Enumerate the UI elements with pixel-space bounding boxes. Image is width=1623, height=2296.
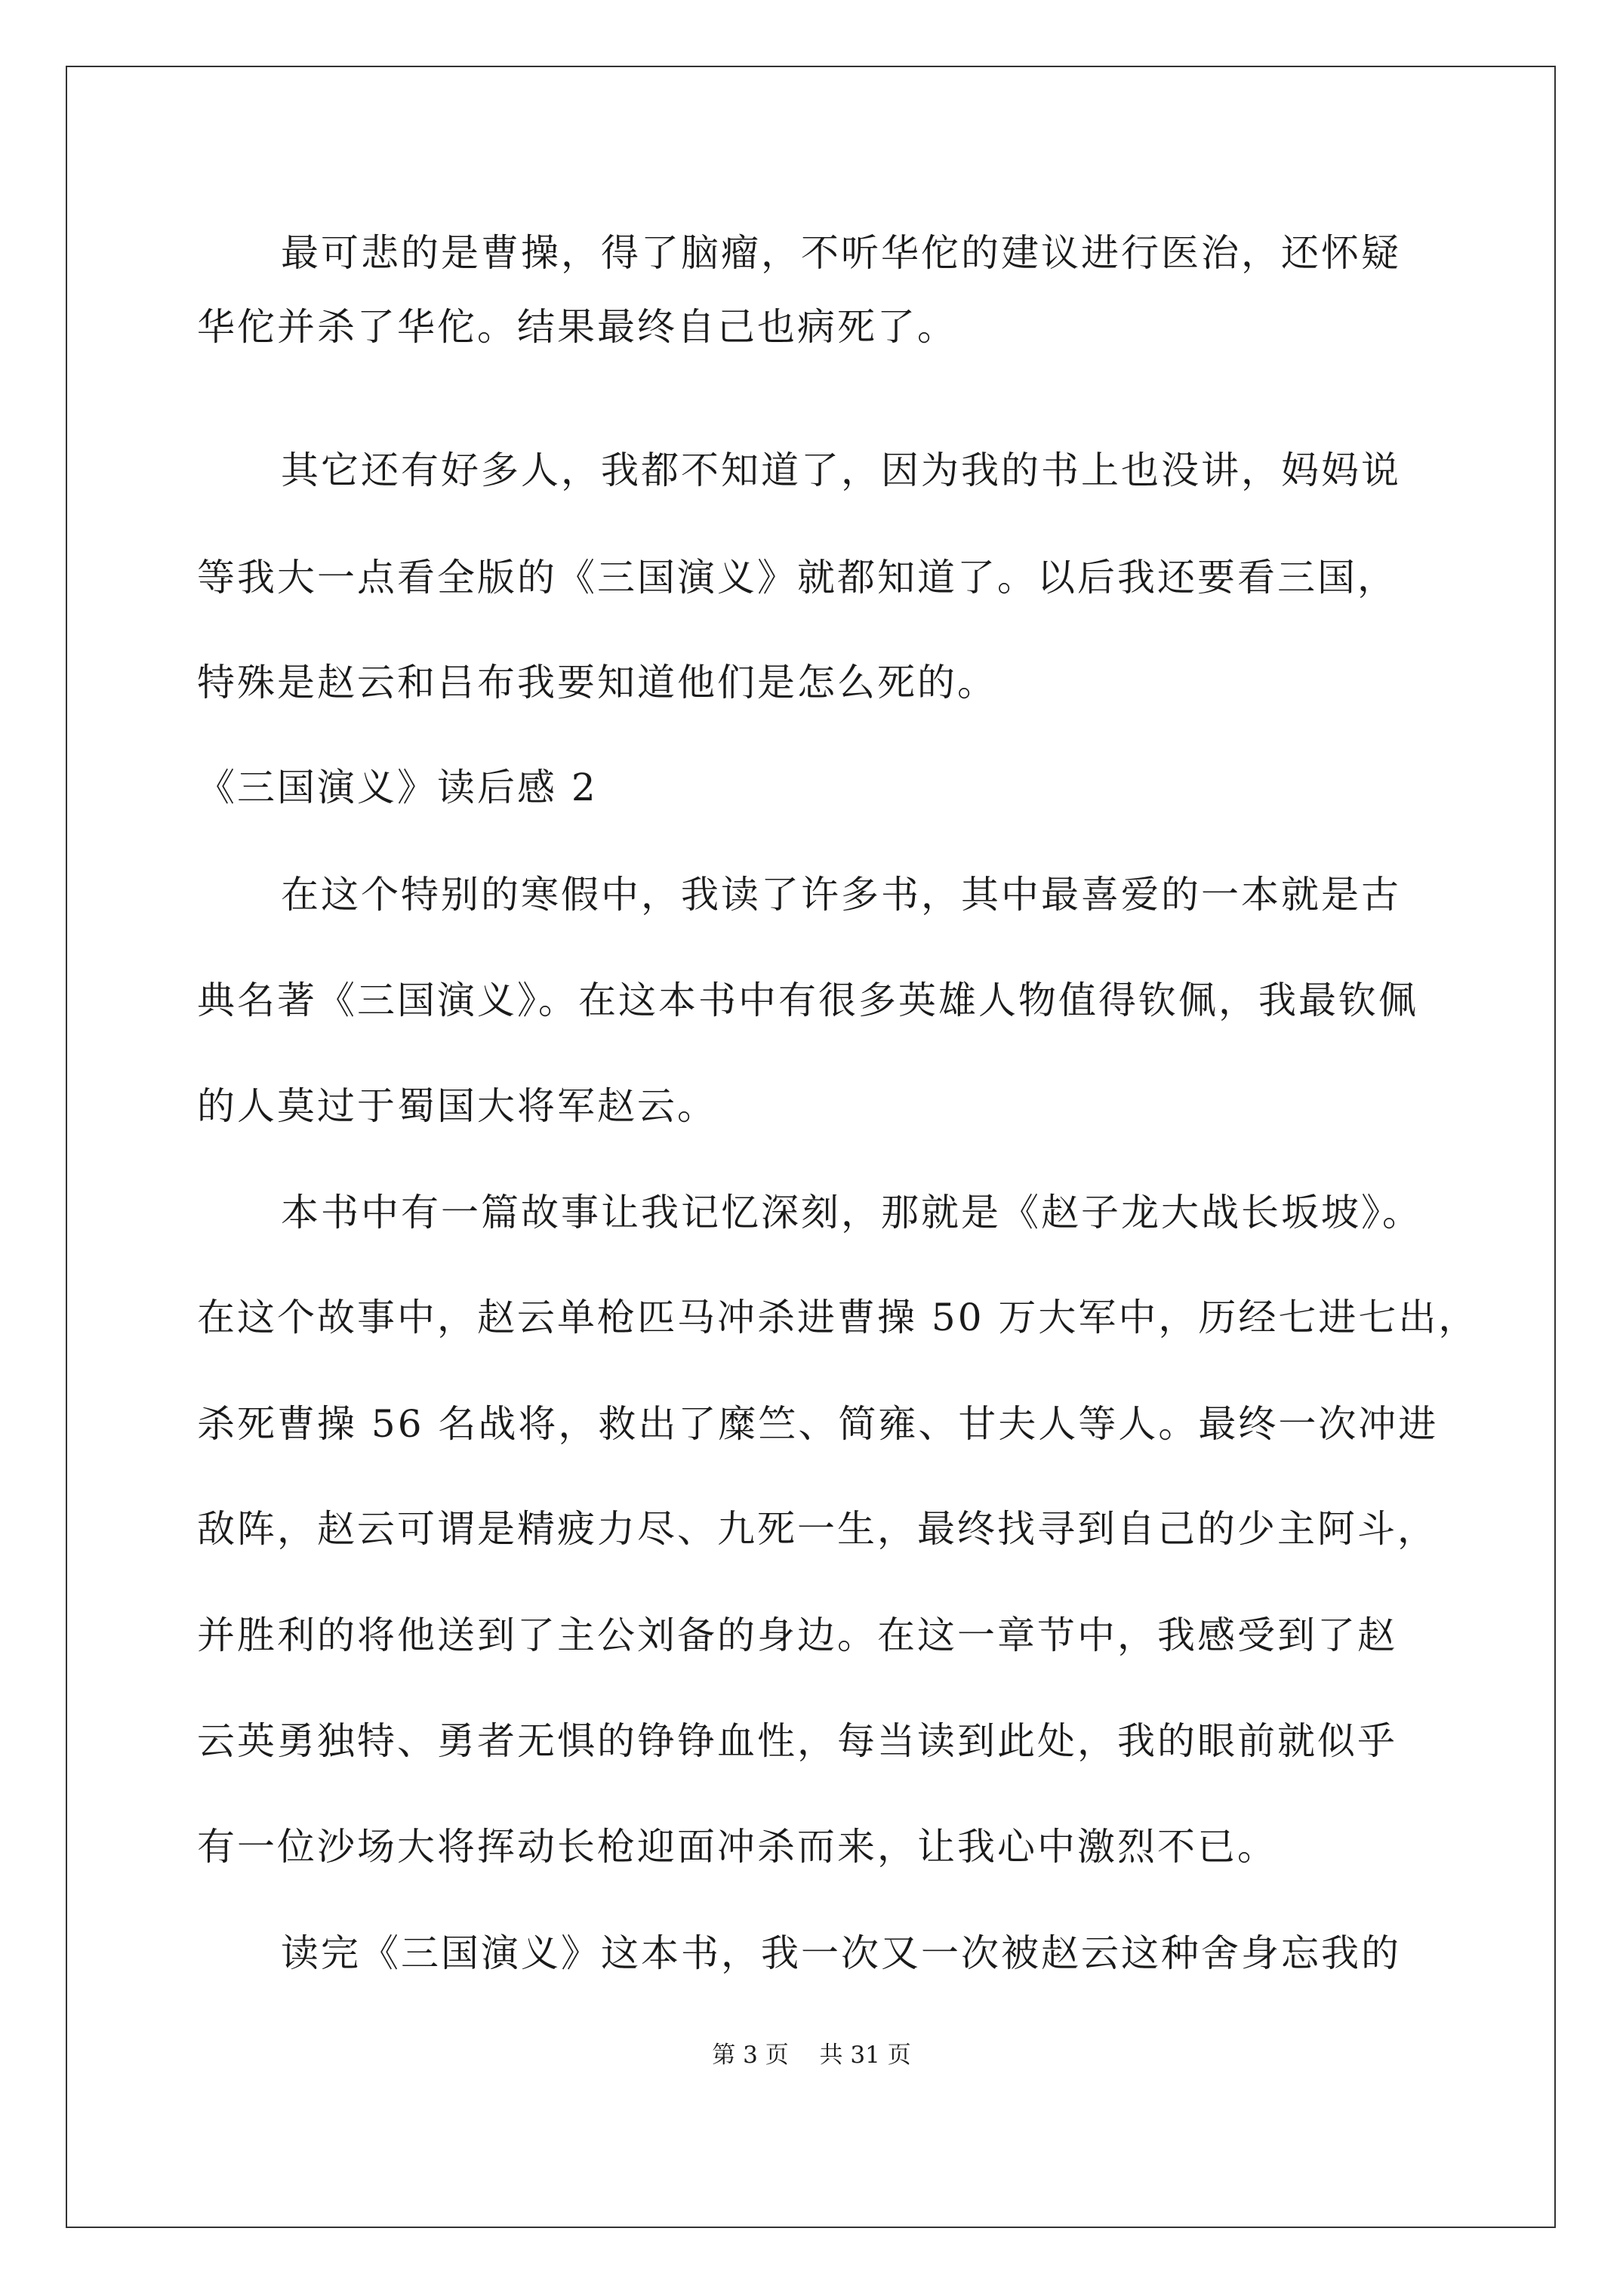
text-line: 华佗并杀了华佗。结果最终自己也病死了。 bbox=[197, 305, 957, 349]
page-number: 第 3 页 共 31 页 bbox=[712, 2042, 911, 2069]
text-line: 读完《三国演义》这本书，我一次又一次被赵云这种舍身忘我的 bbox=[281, 1931, 1401, 1975]
text-line: 的人莫过于蜀国大将军赵云。 bbox=[197, 1084, 717, 1128]
text-line: 典名著《三国演义》。在这本书中有很多英雄人物值得钦佩，我最钦佩 bbox=[197, 978, 1418, 1022]
text-line: 等我大一点看全版的《三国演义》就都知道了。以后我还要看三国， bbox=[197, 556, 1397, 599]
text-line: 敌阵，赵云可谓是精疲力尽、九死一生，最终找寻到自己的少主阿斗， bbox=[197, 1507, 1437, 1551]
text-line: 其它还有好多人，我都不知道了，因为我的书上也没讲，妈妈说 bbox=[281, 448, 1401, 492]
text-line: 特殊是赵云和吕布我要知道他们是怎么死的。 bbox=[197, 661, 997, 704]
text-line: 有一位沙场大将挥动长枪迎面冲杀而来，让我心中激烈不已。 bbox=[197, 1825, 1277, 1869]
section-heading: 《三国演义》读后感 2 bbox=[197, 766, 598, 809]
text-line: 并胜利的将他送到了主公刘备的身边。在这一章节中，我感受到了赵 bbox=[197, 1613, 1397, 1657]
text-line: 杀死曹操 56 名战将，救出了糜竺、简雍、甘夫人等人。最终一次冲进 bbox=[197, 1402, 1439, 1446]
text-line: 最可悲的是曹操，得了脑瘤，不听华佗的建议进行医治，还怀疑 bbox=[281, 231, 1401, 275]
page-border bbox=[66, 66, 1556, 2228]
text-line: 云英勇独特、勇者无惧的铮铮血性，每当读到此处，我的眼前就似乎 bbox=[197, 1719, 1397, 1763]
text-line: 在这个故事中，赵云单枪匹马冲杀进曹操 50 万大军中，历经七进七出， bbox=[197, 1296, 1479, 1339]
text-line: 本书中有一篇故事让我记忆深刻，那就是《赵子龙大战长坂坡》。 bbox=[281, 1191, 1422, 1234]
text-line: 在这个特别的寒假中，我读了许多书，其中最喜爱的一本就是古 bbox=[281, 873, 1401, 917]
